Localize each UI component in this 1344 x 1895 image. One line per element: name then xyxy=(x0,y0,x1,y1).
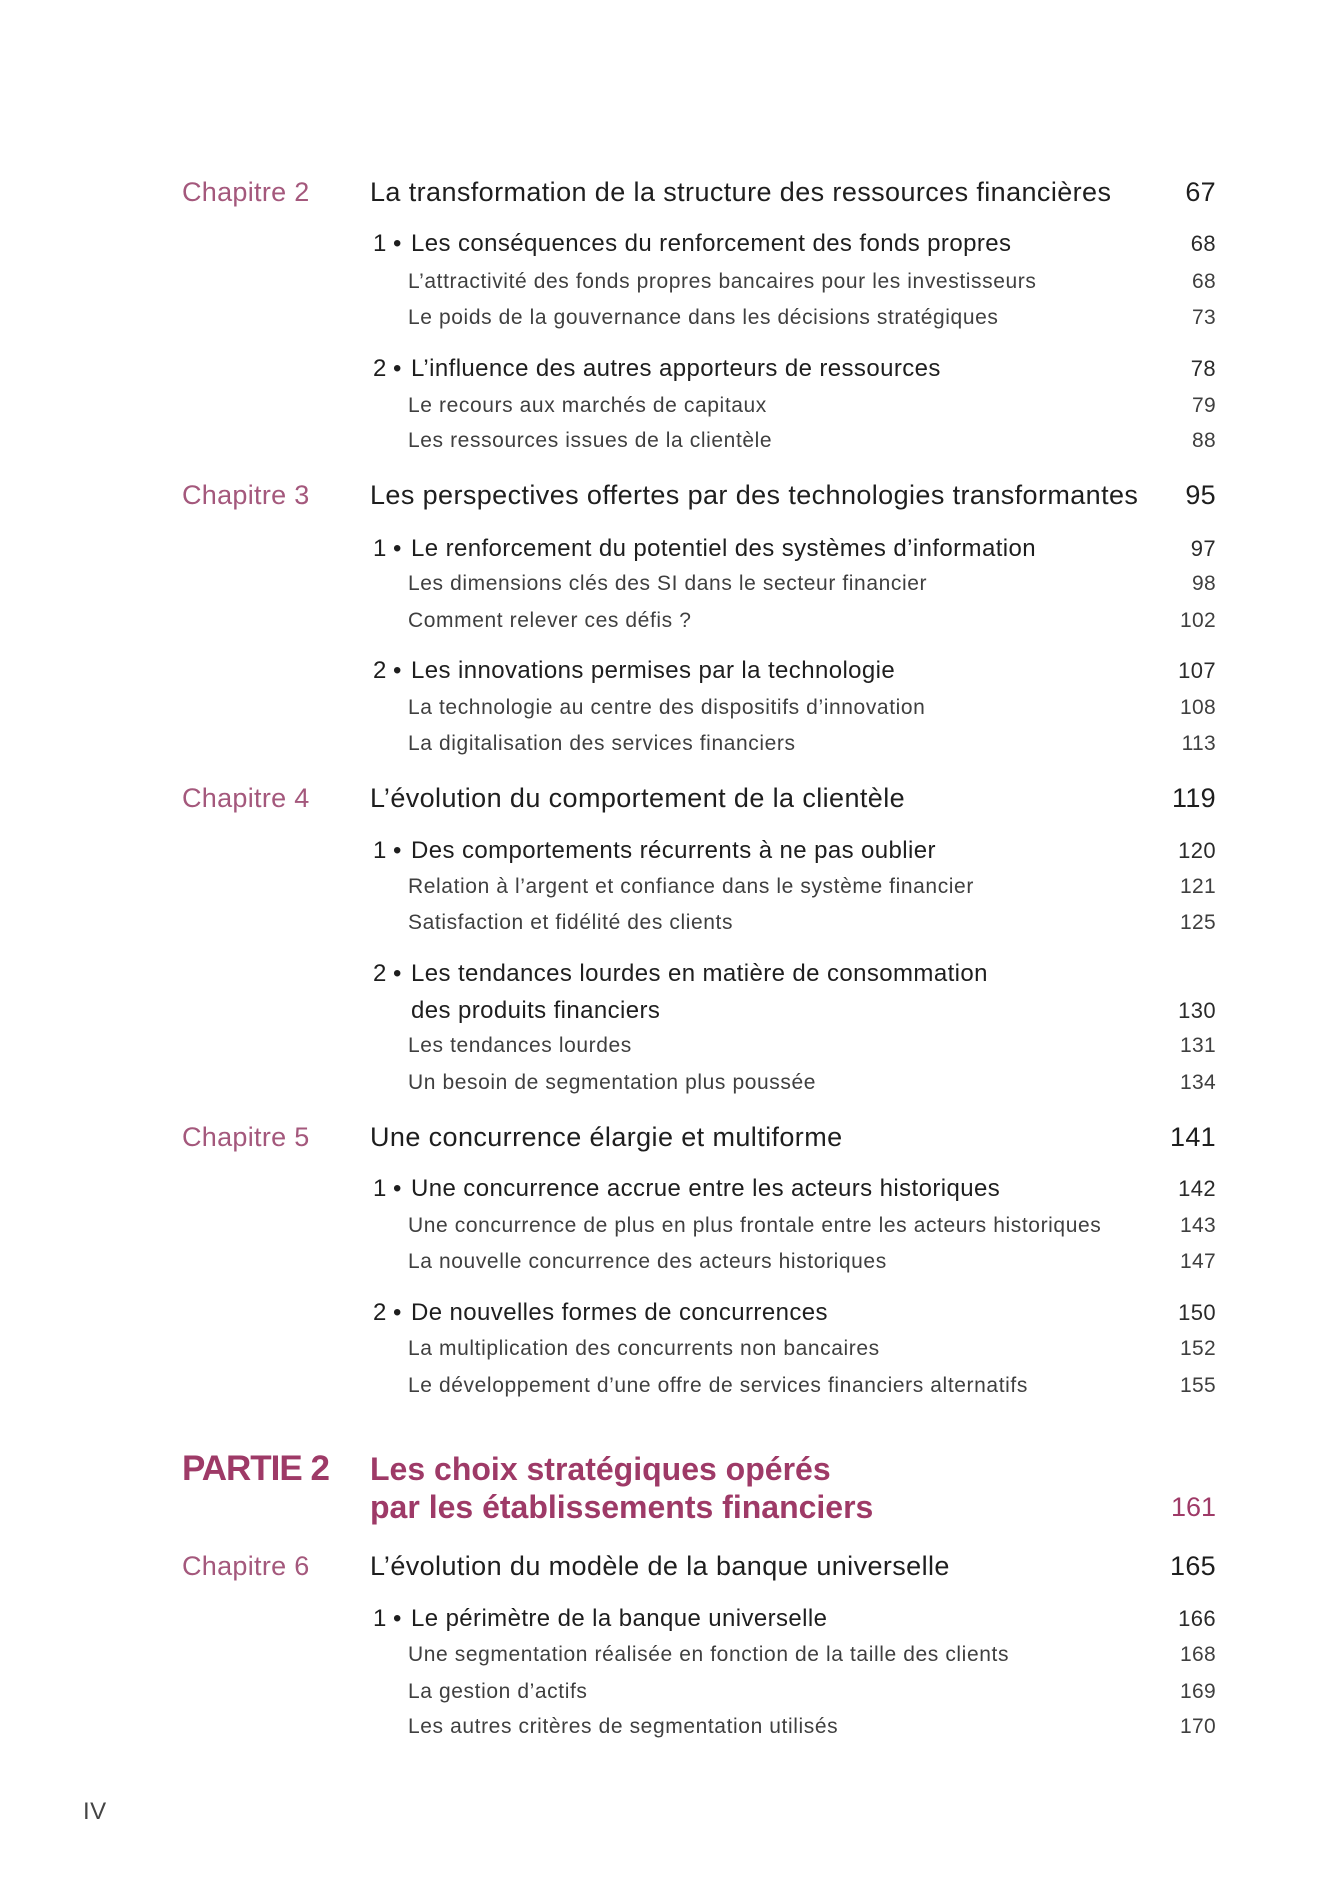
subsection-row xyxy=(0,869,1344,905)
section-row xyxy=(0,833,1344,869)
section-bullet: • xyxy=(393,355,402,382)
section-page-number: 150 xyxy=(1178,1300,1216,1325)
part-row-continuation xyxy=(0,1487,1344,1527)
part-title-line-1: Les choix stratégiques opérés xyxy=(370,1451,831,1487)
section-title: Le renforcement du potentiel des systèmes d’information xyxy=(411,535,1036,562)
section-number: 2 xyxy=(373,1299,387,1326)
section-page-number: 68 xyxy=(1190,231,1216,256)
section-title-line-1: Les tendances lourdes en matière de consommation xyxy=(411,960,988,987)
subsection-title: Le recours aux marchés de capitaux xyxy=(408,394,767,417)
subsection-title: Les autres critères de segmentation utilisés xyxy=(408,1715,839,1738)
chapter-label: Chapitre 6 xyxy=(182,1551,310,1581)
chapter-title: Les perspectives offertes par des technologies transformantes xyxy=(370,480,1139,510)
section-page-number: 120 xyxy=(1178,838,1216,863)
subsection-page-number: 170 xyxy=(1180,1715,1216,1738)
subsection-page-number: 169 xyxy=(1180,1680,1216,1703)
section-title: Le périmètre de la banque universelle xyxy=(411,1605,828,1632)
section-row xyxy=(0,1601,1344,1637)
part-row xyxy=(0,1449,1344,1489)
section-row xyxy=(0,956,1344,992)
subsection-row xyxy=(0,1244,1344,1280)
subsection-title: La technologie au centre des dispositifs d’innovation xyxy=(408,696,926,719)
chapter-title: L’évolution du modèle de la banque universelle xyxy=(370,1551,950,1581)
section-row-continuation xyxy=(0,993,1344,1029)
part-label: PARTIE 2 xyxy=(182,1449,329,1488)
subsection-title: La multiplication des concurrents non bancaires xyxy=(408,1337,880,1360)
subsection-row xyxy=(0,905,1344,941)
subsection-title: L’attractivité des fonds propres bancaires pour les investisseurs xyxy=(408,270,1037,293)
subsection-page-number: 125 xyxy=(1180,911,1216,934)
section-title: L’influence des autres apporteurs de ressources xyxy=(411,355,941,382)
section-title: Les conséquences du renforcement des fonds propres xyxy=(411,230,1012,257)
subsection-page-number: 134 xyxy=(1180,1071,1216,1094)
subsection-row xyxy=(0,603,1344,639)
chapter-page-number: 67 xyxy=(1185,177,1216,207)
subsection-page-number: 88 xyxy=(1192,429,1216,452)
subsection-row xyxy=(0,388,1344,424)
section-row xyxy=(0,653,1344,689)
subsection-row xyxy=(0,1637,1344,1673)
section-bullet: • xyxy=(393,1299,402,1326)
section-bullet: • xyxy=(393,657,402,684)
section-bullet: • xyxy=(393,535,402,562)
subsection-row xyxy=(0,726,1344,762)
subsection-title: La nouvelle concurrence des acteurs historiques xyxy=(408,1250,887,1273)
section-page-number: 166 xyxy=(1178,1606,1216,1631)
subsection-row xyxy=(0,566,1344,602)
chapter-label: Chapitre 4 xyxy=(182,783,310,813)
subsection-title: Le développement d’une offre de services financiers alternatifs xyxy=(408,1374,1028,1397)
subsection-title: Satisfaction et fidélité des clients xyxy=(408,911,734,934)
subsection-title: Relation à l’argent et confiance dans le système financier xyxy=(408,875,974,898)
section-bullet: • xyxy=(393,837,402,864)
subsection-page-number: 168 xyxy=(1180,1643,1216,1666)
chapter-row xyxy=(0,780,1344,816)
subsection-page-number: 108 xyxy=(1180,696,1216,719)
chapter-label: Chapitre 2 xyxy=(182,177,310,207)
section-title: Une concurrence accrue entre les acteurs historiques xyxy=(411,1175,1001,1202)
section-title: Des comportements récurrents à ne pas oublier xyxy=(411,837,936,864)
subsection-row xyxy=(0,1368,1344,1404)
chapter-title: Une concurrence élargie et multiforme xyxy=(370,1122,843,1152)
subsection-row xyxy=(0,300,1344,336)
chapter-row xyxy=(0,1119,1344,1155)
section-number: 1 xyxy=(373,1605,387,1632)
section-row xyxy=(0,1171,1344,1207)
page-number-footer: IV xyxy=(83,1798,107,1825)
section-bullet: • xyxy=(393,960,402,987)
subsection-title: Une concurrence de plus en plus frontale entre les acteurs historiques xyxy=(408,1214,1102,1237)
section-page-number: 142 xyxy=(1178,1176,1216,1201)
subsection-title: Comment relever ces défis ? xyxy=(408,609,692,632)
section-title: De nouvelles formes de concurrences xyxy=(411,1299,828,1326)
section-row xyxy=(0,226,1344,262)
subsection-title: Une segmentation réalisée en fonction de la taille des clients xyxy=(408,1643,1010,1666)
section-row xyxy=(0,351,1344,387)
subsection-row xyxy=(0,264,1344,300)
subsection-title: Un besoin de segmentation plus poussée xyxy=(408,1071,817,1094)
subsection-row xyxy=(0,1028,1344,1064)
subsection-row xyxy=(0,1709,1344,1745)
subsection-page-number: 152 xyxy=(1180,1337,1216,1360)
part-title-line-2: par les établissements financiers xyxy=(370,1489,874,1525)
section-number: 2 xyxy=(373,355,387,382)
chapter-title: La transformation de la structure des ressources financières xyxy=(370,177,1112,207)
subsection-title: La gestion d’actifs xyxy=(408,1680,588,1703)
subsection-title: La digitalisation des services financiers xyxy=(408,732,796,755)
subsection-title: Le poids de la gouvernance dans les décisions stratégiques xyxy=(408,306,999,329)
subsection-row xyxy=(0,423,1344,459)
subsection-title: Les tendances lourdes xyxy=(408,1034,632,1057)
section-number: 1 xyxy=(373,837,387,864)
section-row xyxy=(0,531,1344,567)
chapter-page-number: 119 xyxy=(1172,783,1216,813)
chapter-row xyxy=(0,1548,1344,1584)
subsection-row xyxy=(0,1674,1344,1710)
section-bullet: • xyxy=(393,1605,402,1632)
chapter-label: Chapitre 3 xyxy=(182,480,310,510)
section-page-number: 97 xyxy=(1190,536,1216,561)
subsection-page-number: 79 xyxy=(1192,394,1216,417)
section-number: 1 xyxy=(373,230,387,257)
subsection-page-number: 155 xyxy=(1180,1374,1216,1397)
subsection-row xyxy=(0,1065,1344,1101)
subsection-row xyxy=(0,1331,1344,1367)
chapter-row xyxy=(0,477,1344,513)
section-number: 2 xyxy=(373,657,387,684)
chapter-title: L’évolution du comportement de la clientèle xyxy=(370,783,906,813)
chapter-page-number: 141 xyxy=(1170,1122,1216,1152)
section-page-number: 130 xyxy=(1178,998,1216,1023)
subsection-page-number: 73 xyxy=(1192,306,1216,329)
subsection-page-number: 147 xyxy=(1180,1250,1216,1273)
part-page-number: 161 xyxy=(1170,1492,1216,1522)
subsection-page-number: 143 xyxy=(1180,1214,1216,1237)
chapter-page-number: 165 xyxy=(1170,1551,1216,1581)
chapter-label: Chapitre 5 xyxy=(182,1122,310,1152)
subsection-page-number: 121 xyxy=(1180,875,1216,898)
chapter-page-number: 95 xyxy=(1185,480,1216,510)
section-row xyxy=(0,1295,1344,1331)
subsection-title: Les ressources issues de la clientèle xyxy=(408,429,773,452)
section-page-number: 107 xyxy=(1178,658,1216,683)
chapter-row xyxy=(0,174,1344,210)
section-title: Les innovations permises par la technologie xyxy=(411,657,896,684)
subsection-page-number: 98 xyxy=(1192,572,1216,595)
section-number: 1 xyxy=(373,1175,387,1202)
subsection-row xyxy=(0,1208,1344,1244)
section-page-number: 78 xyxy=(1190,356,1216,381)
subsection-page-number: 68 xyxy=(1192,270,1216,293)
section-number: 1 xyxy=(373,535,387,562)
subsection-row xyxy=(0,690,1344,726)
subsection-title: Les dimensions clés des SI dans le secteur financier xyxy=(408,572,928,595)
subsection-page-number: 131 xyxy=(1180,1034,1216,1057)
section-title-line-2: des produits financiers xyxy=(411,997,661,1024)
section-bullet: • xyxy=(393,1175,402,1202)
section-number: 2 xyxy=(373,960,387,987)
section-bullet: • xyxy=(393,230,402,257)
subsection-page-number: 113 xyxy=(1181,732,1216,755)
subsection-page-number: 102 xyxy=(1180,609,1216,632)
